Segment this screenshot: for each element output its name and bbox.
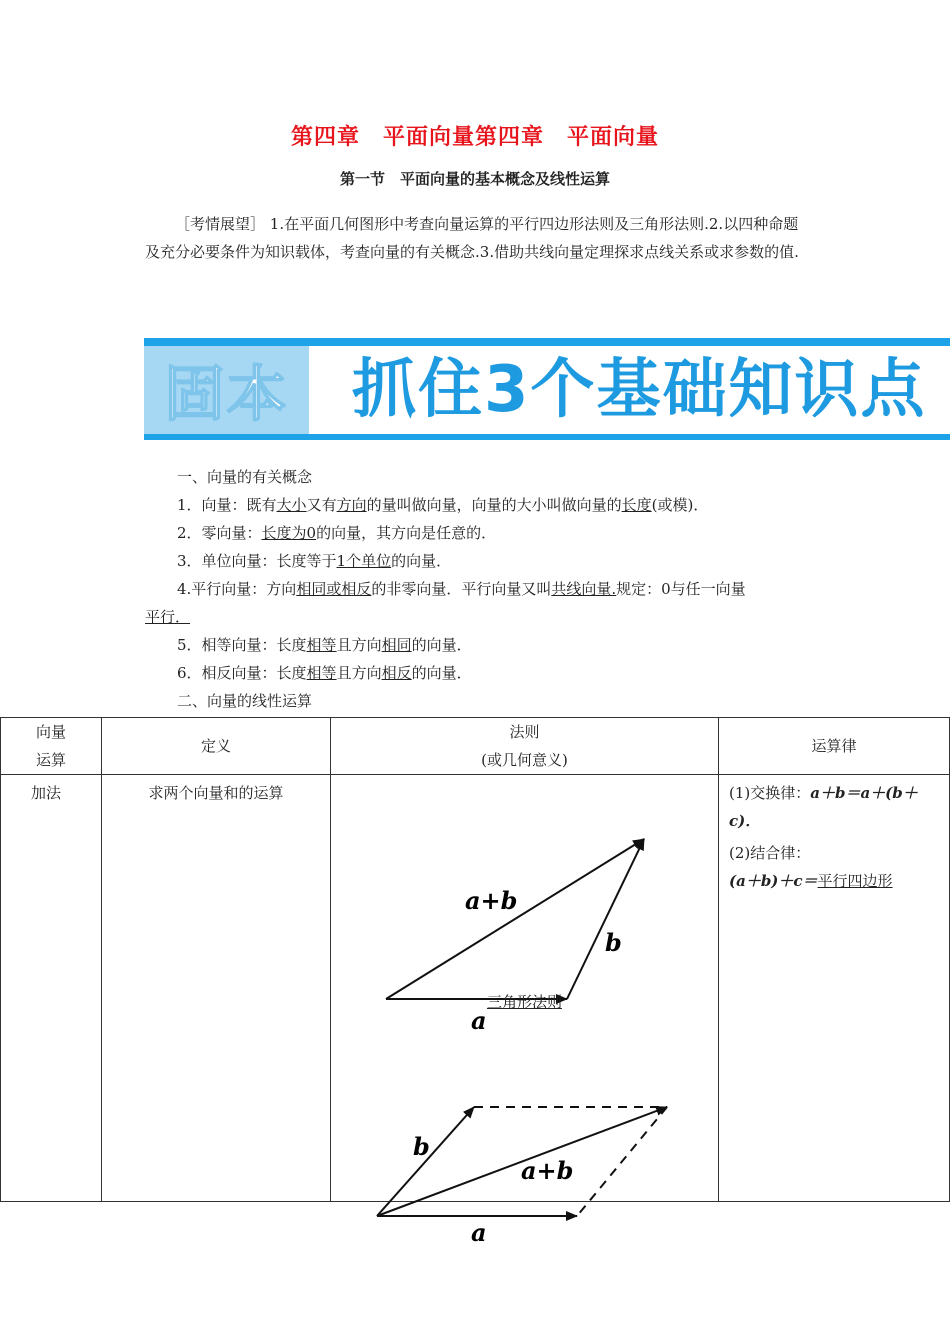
concept-parallel-vector-cont bbox=[145, 603, 810, 631]
concepts-section bbox=[145, 463, 810, 715]
law-title: (1)交换律： bbox=[729, 784, 811, 802]
addition-name-cell bbox=[1, 775, 102, 1202]
text: 的向量． bbox=[391, 552, 452, 570]
header-definition: 定义 bbox=[102, 718, 331, 775]
addition-rule-cell bbox=[331, 775, 719, 1247]
text: 2．零向量： bbox=[177, 524, 262, 542]
blank-answer: 平行四边形 bbox=[817, 872, 893, 890]
caption-text: 三角形法则 bbox=[486, 993, 562, 1011]
banner-tag bbox=[144, 346, 309, 434]
concept-zero-vector bbox=[145, 519, 810, 547]
section-title: 第一节 平面向量的基本概念及线性运算 bbox=[339, 170, 610, 188]
addition-name: 加法 bbox=[31, 784, 62, 802]
law-formula: a＋b＝a＋(b＋ bbox=[810, 784, 918, 802]
blank-answer: 相反 bbox=[381, 664, 412, 682]
intro-paragraph bbox=[145, 210, 810, 266]
chapter-title: 第四章 平面向量第四章 平面向量 bbox=[290, 125, 659, 150]
text: 1．向量：既有 bbox=[177, 496, 277, 514]
header-text: 运算 bbox=[35, 751, 66, 769]
banner-bottom-bar bbox=[144, 434, 950, 440]
label-sum: a+b bbox=[521, 1156, 574, 1185]
label-a: a bbox=[471, 1218, 487, 1247]
linear-ops-heading: 二、向量的线性运算 bbox=[177, 692, 313, 710]
associative-law bbox=[719, 835, 949, 895]
blank-answer: 大小 bbox=[276, 496, 307, 514]
vector-b-arrow bbox=[377, 1107, 474, 1216]
label-b: b bbox=[413, 1132, 430, 1161]
blank-answer: 相等 bbox=[306, 636, 337, 654]
concept-vector bbox=[145, 491, 810, 519]
blank-answer: 相同 bbox=[381, 636, 412, 654]
header-text: 向量 bbox=[35, 723, 66, 741]
blank-answer: 相同或相反 bbox=[296, 580, 372, 598]
text: 又有 bbox=[306, 496, 337, 514]
blank-answer: 方向 bbox=[336, 496, 367, 514]
text: 且方向 bbox=[336, 636, 382, 654]
text: 的向量． bbox=[411, 664, 472, 682]
concepts-heading: 一、向量的有关概念 bbox=[177, 468, 313, 486]
label-a: a bbox=[471, 1006, 487, 1035]
law-formula: (a＋b)＋c＝ bbox=[729, 872, 818, 890]
addition-laws-cell bbox=[719, 775, 950, 1202]
header-laws: 运算律 bbox=[719, 718, 950, 775]
header-text: (或几何意义) bbox=[481, 751, 568, 769]
text: 4.平行向量：方向 bbox=[177, 580, 297, 598]
text: 的量叫做向量，向量的大小叫做向量的 bbox=[366, 496, 622, 514]
intro-text: 1.在平面几何图形中考查向量运算的平行四边形法则及三角形法则.2.以四种命题及充分必要条件为知识载体，考查向量的有关概念.3.借助共线向量定理探求点线关系或求参数的值. bbox=[145, 215, 799, 261]
text: 5．相等向量：长度 bbox=[177, 636, 307, 654]
addition-definition-cell bbox=[102, 775, 331, 1202]
concept-equal-vector bbox=[145, 631, 810, 659]
law-title: (2)结合律： bbox=[729, 844, 811, 862]
text: 的向量，其方向是任意的． bbox=[316, 524, 497, 542]
label-b: b bbox=[605, 928, 622, 957]
text: 的向量． bbox=[411, 636, 472, 654]
banner-tag-text: 固本 bbox=[164, 360, 289, 430]
banner-slogan: 抓住3个基础知识点 bbox=[352, 353, 927, 427]
blank-answer: 长度为0 bbox=[261, 524, 317, 542]
header-text: 法则 bbox=[509, 723, 540, 741]
parallelogram-rule-diagram bbox=[377, 1107, 667, 1247]
intro-label: ［考情展望］ bbox=[175, 215, 266, 233]
table-header-row bbox=[1, 718, 950, 775]
label-sum: a+b bbox=[465, 886, 518, 915]
text: 规定：0与任一向量 bbox=[616, 580, 746, 598]
commutative-law bbox=[719, 775, 949, 835]
law-formula: c)． bbox=[729, 812, 761, 830]
blank-answer: 共线向量. bbox=[551, 580, 617, 598]
concept-opposite-vector bbox=[145, 659, 810, 687]
blank-answer: 相等 bbox=[306, 664, 337, 682]
addition-definition: 求两个向量和的运算 bbox=[148, 784, 284, 802]
blank-answer: 长度 bbox=[621, 496, 652, 514]
text: 3．单位向量：长度等于 bbox=[177, 552, 337, 570]
header-operation bbox=[1, 718, 102, 775]
vector-addition-diagrams bbox=[331, 775, 719, 1247]
concept-unit-vector bbox=[145, 547, 810, 575]
text: 且方向 bbox=[336, 664, 382, 682]
vector-operations-table bbox=[0, 717, 950, 1247]
triangle-rule-caption bbox=[331, 991, 718, 1012]
blank-answer: 1个单位 bbox=[336, 552, 392, 570]
text: 的非零向量．平行向量又叫 bbox=[371, 580, 552, 598]
header-rule bbox=[331, 718, 719, 775]
concept-parallel-vector bbox=[145, 575, 810, 603]
text: 6．相反向量：长度 bbox=[177, 664, 307, 682]
table-row bbox=[1, 775, 950, 1202]
banner-top-bar bbox=[144, 338, 950, 346]
section-banner bbox=[144, 338, 950, 440]
blank-answer: 平行． bbox=[145, 608, 191, 626]
text: (或模)． bbox=[651, 496, 709, 514]
